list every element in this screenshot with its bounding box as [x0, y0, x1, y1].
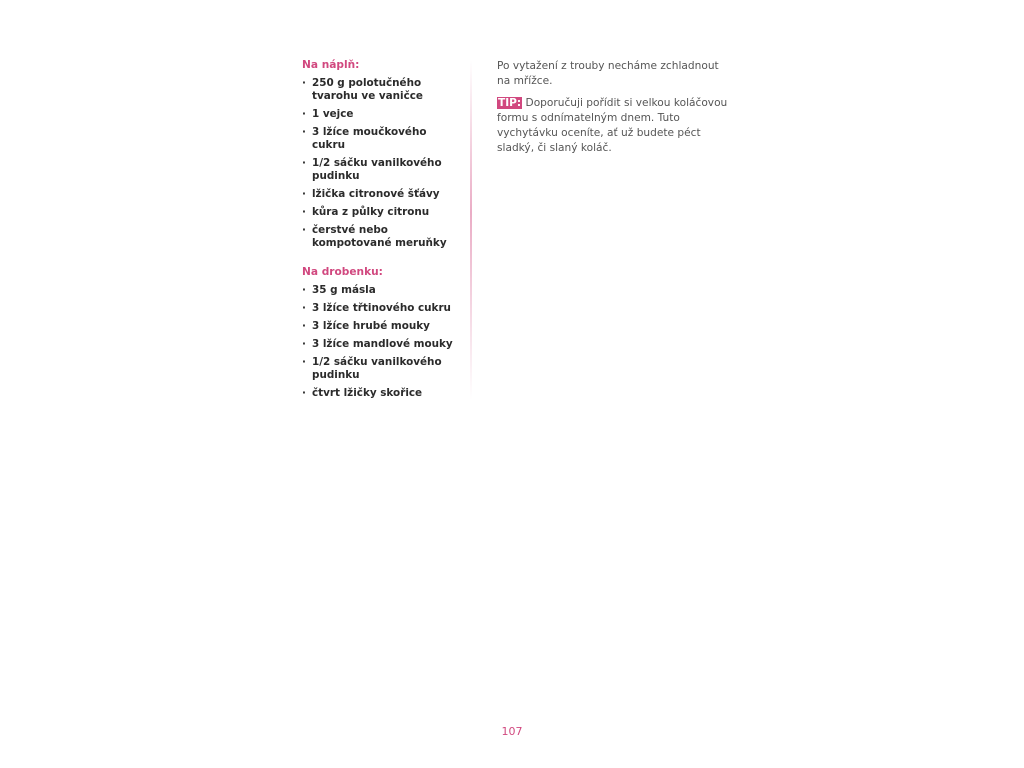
list-item: · 1/2 sáčku vanilkového pudinku [302, 157, 442, 182]
list-item: · lžička citronové šťávy [302, 188, 440, 200]
bullet-icon: · [302, 188, 306, 200]
list-item: · 1/2 sáčku vanilkového pudinku [302, 356, 442, 381]
instruction-paragraph: Po vytažení z trouby necháme zchladnout na mřížce. [497, 60, 719, 87]
crumble-heading: Na drobenku: [302, 266, 383, 278]
bullet-icon: · [302, 224, 306, 236]
bullet-icon: · [302, 284, 306, 296]
list-item: · 3 lžíce mandlové mouky [302, 338, 453, 350]
bullet-icon: · [302, 320, 306, 332]
bullet-icon: · [302, 77, 306, 89]
crumble-list [302, 284, 462, 400]
filling-list [302, 77, 462, 250]
tip-label: TIP: [498, 97, 522, 109]
column-divider [470, 60, 472, 400]
ingredients-column [302, 59, 462, 405]
bullet-icon: · [302, 206, 306, 218]
filling-heading: Na náplň: [302, 59, 360, 71]
bullet-icon: · [302, 126, 306, 138]
bullet-icon: · [302, 338, 306, 350]
page-number: 107 [501, 725, 523, 738]
bullet-icon: · [302, 387, 306, 399]
list-item: · 3 lžíce třtinového cukru [302, 302, 451, 314]
bullet-icon: · [302, 356, 306, 368]
list-item: · čtvrt lžičky skořice [302, 387, 423, 399]
tip-paragraph [497, 96, 733, 156]
list-item: · čerstvé nebo kompotované meruňky [302, 224, 447, 249]
bullet-icon: · [302, 108, 306, 120]
list-item: · 35 g másla [302, 284, 376, 296]
instructions-column [497, 59, 733, 163]
list-item: · 250 g polotučného tvarohu ve vaničce [302, 77, 423, 102]
bullet-icon: · [302, 302, 306, 314]
list-item: · 3 lžíce hrubé mouky [302, 320, 430, 332]
tip-text: Doporučuji pořídit si velkou koláčovou formu s odnímatelným dnem. Tuto vychytávku oceníte, ať už budete péct sladký, či slaný koláč. [497, 97, 728, 154]
bullet-icon: · [302, 157, 306, 169]
list-item: · 1 vejce [302, 108, 354, 120]
list-item: · kůra z půlky citronu [302, 206, 430, 218]
list-item: · 3 lžíce moučkového cukru [302, 126, 427, 151]
